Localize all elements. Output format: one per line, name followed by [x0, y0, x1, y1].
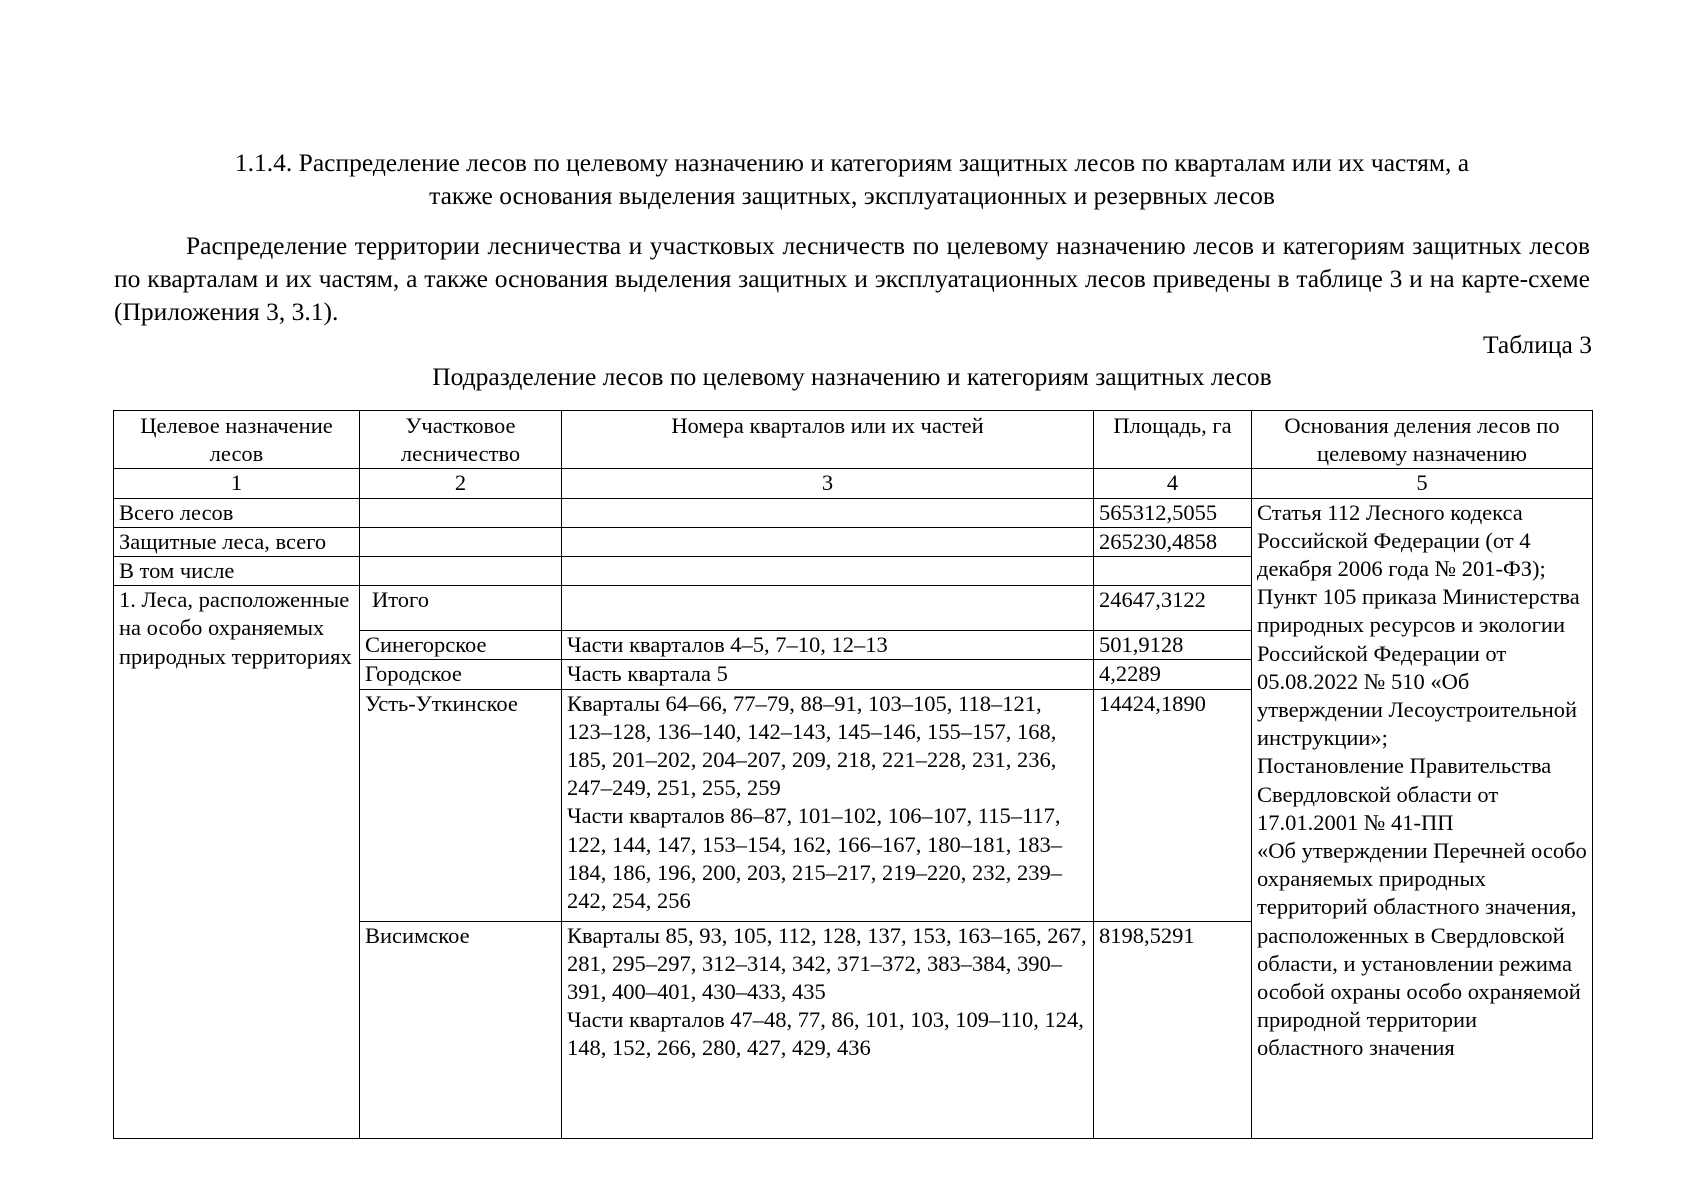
- basis-cell: Статья 112 Лесного кодекса Российской Федерации (от 4 декабря 2006 года № 201-ФЗ); Пункт 105 приказа Министерства природных ресурсов и экологии Российской Федерации от 05.08.2022 № 510 «Об утверждении Лесоустроительной инструкции»; Постановление Правительства Свердловской области от 17.01.2001 № 41-ПП «Об утверждении Перечней особо охраняемых природных территорий областного значения, расположенных в Свердловской области, и установлении режима особой охраны особо охраняемой природной территории областного значения: [1252, 498, 1593, 1138]
- area-protective: 265230,4858: [1094, 527, 1252, 556]
- col-number-5: 5: [1252, 469, 1593, 498]
- area-ust-utkinskoe: 14424,1890: [1094, 689, 1252, 921]
- district-itogo: Итого: [360, 586, 562, 631]
- area-gorodskoe: 4,2289: [1094, 660, 1252, 689]
- body-paragraph: Распределение территории лесничества и участковых лесничеств по целевому назначению лесов и категориям защитных лесов по кварталам и их частям, а также основания выделения защитных и эксплуатационных лесов приведены в таблице 3 и на карте-схеме (Приложения 3, 3.1).: [114, 231, 1590, 326]
- area-itogo: 24647,3122: [1094, 586, 1252, 631]
- section-heading: [112, 146, 1592, 212]
- district-ust-utkinskoe: Усть-Уткинское: [360, 689, 562, 921]
- table-header-row: [114, 411, 1593, 469]
- area-total: 565312,5055: [1094, 498, 1252, 527]
- header-area: Площадь, га: [1094, 411, 1252, 469]
- quarters-sinegorskoe: Части кварталов 4–5, 7–10, 12–13: [562, 631, 1094, 660]
- col-number-3: 3: [562, 469, 1094, 498]
- quarters-gorodskoe: Часть квартала 5: [562, 660, 1094, 689]
- table-label: Таблица 3: [1482, 330, 1592, 359]
- quarters-ust-utkinskoe: Кварталы 64–66, 77–79, 88–91, 103–105, 118–121, 123–128, 136–140, 142–143, 145–146, 155–157, 168, 185, 201–202, 204–207, 209, 218, 221–228, 231, 236, 247–249, 251, 255, 259 Части кварталов 86–87, 101–102, 106–107, 115–117, 122, 144, 147, 153–154, 162, 166–167, 180–181, 183–184, 186, 196, 200, 203, 215–217, 219–220, 232, 239–242, 254, 256: [562, 689, 1094, 921]
- area-sinegorskoe: 501,9128: [1094, 631, 1252, 660]
- section-heading-line-2: также основания выделения защитных, эксплуатационных и резервных лесов: [429, 181, 1275, 210]
- col-number-1: 1: [114, 469, 360, 498]
- header-basis: Основания деления лесов по целевому назначению: [1252, 411, 1593, 469]
- header-district: Участковое лесничество: [360, 411, 562, 469]
- area-visimskoe: 8198,5291: [1094, 921, 1252, 1138]
- header-purpose: Целевое назначение лесов: [114, 411, 360, 469]
- header-quarters: Номера кварталов или их частей: [562, 411, 1094, 469]
- quarters-visimskoe: Кварталы 85, 93, 105, 112, 128, 137, 153, 163–165, 267, 281, 295–297, 312–314, 342, 371–372, 383–384, 390–391, 400–401, 430–433, 435 Части кварталов 47–48, 77, 86, 101, 103, 109–110, 124, 148, 152, 266, 280, 427, 429, 436: [562, 921, 1094, 1138]
- district-sinegorskoe: Синегорское: [360, 631, 562, 660]
- district-visimskoe: Висимское: [360, 921, 562, 1138]
- forest-division-table: [113, 410, 1593, 1139]
- section-heading-line-1: 1.1.4. Распределение лесов по целевому назначению и категориям защитных лесов по кварталам или их частям, а: [234, 148, 1470, 177]
- row-label-including: В том числе: [114, 557, 360, 586]
- table-row: [114, 498, 1593, 527]
- category-1-label: 1. Леса, расположенные на особо охраняемых природных территориях: [114, 586, 360, 1139]
- col-number-2: 2: [360, 469, 562, 498]
- col-number-4: 4: [1094, 469, 1252, 498]
- table-caption: Подразделение лесов по целевому назначению и категориям защитных лесов: [432, 362, 1272, 391]
- row-label-total: Всего лесов: [114, 498, 360, 527]
- table-column-number-row: [114, 469, 1593, 498]
- district-gorodskoe: Городское: [360, 660, 562, 689]
- row-label-protective: Защитные леса, всего: [114, 527, 360, 556]
